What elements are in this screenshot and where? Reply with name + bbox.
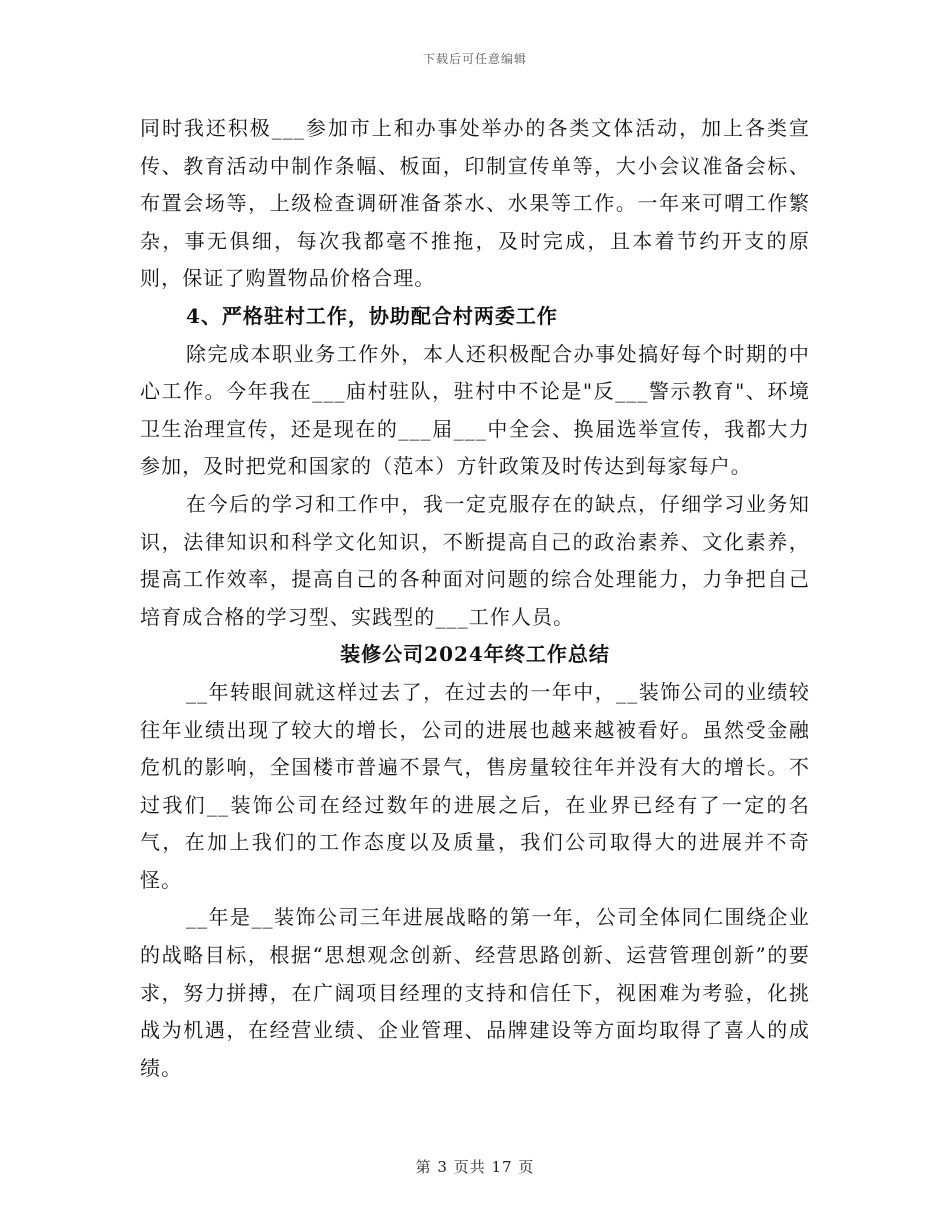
section-heading: 4、严格驻村工作，协助配合村两委工作: [186, 303, 558, 328]
document-body: [140, 110, 810, 1087]
paragraph: __年转眼间就这样过去了，在过去的一年中，__装饰公司的业绩较往年业绩出现了较大的增长，公司的进展也越来越被看好。虽然受金融危机的影响，全国楼市普遍不景气，售房量较往年并没有大的增长。不过我们__装饰公司在经过数年的进展之后，在业界已经有了一定的名气，在加上我们的工作态度以及质量，我们公司取得大的进展并不奇怪。: [140, 679, 810, 892]
paragraph-continued: 同时我还积极___参加市上和办事处举办的各类文体活动，加上各类宣传、教育活动中制作条幅、板面，印制宣传单等，大小会议准备会标、布置会场等，上级检查调研准备茶水、水果等工作。一年来可喟工作繁杂，事无俱细，每次我都毫不推拖，及时完成，且本着节约开支的原则，保证了购置物品价格合理。: [140, 116, 810, 291]
paragraph: __年是__装饰公司三年进展战略的第一年，公司全体同仁围绕企业的战略目标，根据“思想观念创新、经营思路创新、运营管理创新”的要求，努力拼搏，在广阔项目经理的支持和信任下，视困难为考验，化挑战为机遇，在经营业绩、企业管理、品牌建设等方面均取得了喜人的成绩。: [140, 905, 810, 1080]
paragraph: 除完成本职业务工作外，本人还积极配合办事处搞好每个时期的中心工作。今年我在___庙村驻队，驻村中不论是"反___警示教育"、环境卫生治理宣传，还是现在的___届___中全会、换届选举宣传，我都大力参加，及时把党和国家的（范本）方针政策及时传达到每家每户。: [140, 341, 810, 479]
page-header: 下载后可任意编辑: [422, 52, 527, 66]
paragraph: 在今后的学习和工作中，我一定克服存在的缺点，仔细学习业务知识，法律知识和科学文化知识，不断提高自己的政治素养、文化素养，提高工作效率，提高自己的各种面对问题的综合处理能力，力争把自己培育成合格的学习型、实践型的___工作人员。: [140, 491, 810, 629]
page-number: 第 3 页共 17 页: [415, 1158, 535, 1176]
document-title: 装修公司2024年终工作总结: [340, 642, 610, 667]
